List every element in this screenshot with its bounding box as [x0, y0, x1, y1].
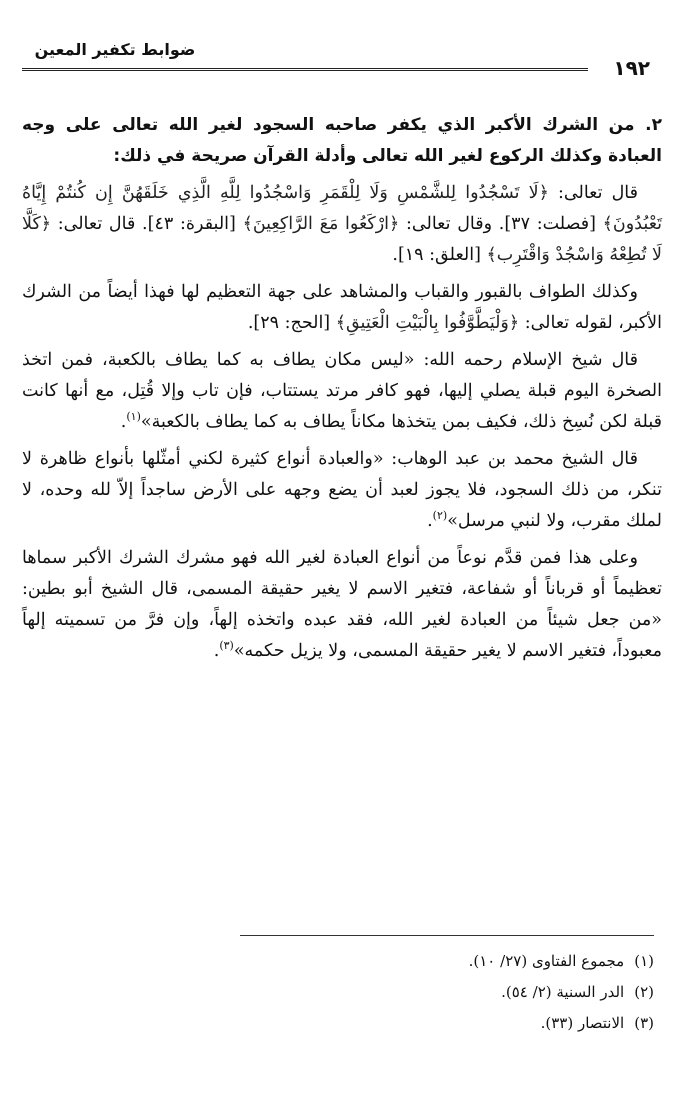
- main-text: [22, 110, 662, 673]
- footnote-number: (٣): [634, 1014, 654, 1032]
- footnote-marker-2: (٢): [432, 509, 448, 523]
- quote-text: قال شيخ الإسلام رحمه الله: «ليس مكان يطاف به كما يطاف بالكعبة، فمن اتخذ الصخرة اليوم قبلة يصلي إليها، فهو كافر مرتد يستتاب، فإن تاب وإلا قُتِل، مع أنها كانت قبلة لكن نُسِخ ذلك، فكيف بمن يتخذها مكاناً يطاف به كما يطاف بالكعبة»: [22, 350, 662, 432]
- page-number: ١٩٢: [613, 56, 650, 80]
- footnote-item: [22, 977, 654, 1008]
- reference-fussilat: [فصلت: ٣٧]. وقال تعالى:: [399, 214, 603, 234]
- paragraph-ibn-abdulwahhab: [22, 444, 662, 537]
- quran-verse-alaq: ﴿كَلَّا لَا تُطِعْهُ وَاسْجُدْ وَاقْتَرِب﴾: [22, 214, 662, 265]
- footnotes: [22, 946, 654, 1039]
- quran-verse-fussilat: ﴿لَا تَسْجُدُوا لِلشَّمْسِ وَلَا لِلْقَمَرِ وَاسْجُدُوا لِلَّهِ الَّذِي خَلَقَهُنَّ إِن كُنتُمْ إِيَّاهُ تَعْبُدُونَ﴾: [22, 183, 663, 234]
- paragraph-ibn-taymiyyah: [22, 345, 662, 438]
- tawaf-text: وكذلك الطواف بالقبور والقباب والمشاهد على جهة التعظيم لها فهذا أيضاً من الشرك الأكبر، لقوله تعالى:: [22, 282, 662, 333]
- item-2-heading: ٢. من الشرك الأكبر الذي يكفر صاحبه السجود لغير الله تعالى على وجه العبادة وكذلك الركوع لغير الله تعالى وأدلة القرآن صريحة في ذلك:: [22, 115, 662, 166]
- footnote-number: (٢): [634, 983, 654, 1001]
- sentence-end: .: [213, 641, 220, 661]
- footnote-number: (١): [634, 952, 654, 970]
- footnote-marker-3: (٣): [219, 639, 234, 653]
- footnote-text: الانتصار (٣٣).: [540, 1014, 625, 1032]
- reference-alaq: [العلق: ١٩].: [392, 245, 487, 265]
- quran-verse-hajj: ﴿وَلْيَطَّوَّفُوا بِالْبَيْتِ الْعَتِيقِ﴾: [335, 313, 520, 333]
- footnote-text: الدر السنية (٢/ ٥٤).: [501, 983, 625, 1001]
- footnote-item: [22, 946, 654, 977]
- lead-text: قال تعالى:: [548, 183, 639, 203]
- quote-text: قال الشيخ محمد بن عبد الوهاب: «والعبادة أنواع كثيرة لكني أمثّلها بأنواع ظاهرة لا تنكر، من ذلك السجود، فلا يجوز لعبد أن يضع وجهه على الأرض ساجداً إلاّ لله وحده، لا لملك مقرب، ولا لنبي مرسل»: [22, 449, 662, 531]
- footnote-marker-1: (١): [126, 410, 141, 424]
- reference-baqarah: [البقرة: ٤٣]. قال تعالى:: [51, 214, 243, 234]
- footnote-separator: [240, 935, 654, 936]
- footnote-text: مجموع الفتاوى (٢٧/ ١٠).: [468, 952, 625, 970]
- header-rule: [22, 68, 588, 71]
- sentence-end: .: [120, 412, 127, 432]
- paragraph-tawaf: [22, 277, 662, 339]
- sentence-end: .: [427, 511, 433, 531]
- quote-text: وعلى هذا فمن قدَّم نوعاً من أنواع العبادة لغير الله فهو مشرك الشرك الأكبر سماها تعظيماً أو قرباناً أو شفاعة، فتغير الاسم لا يغير حقيقة المسمى، قال الشيخ أبو بطين: «من جعل شيئاً من العبادة لغير الله، فقد عبده واتخذه إلهاً، وإن فرَّ من تسميته إلهاً معبوداً، فتغير الاسم لا يغير حقيقة المسمى، ولا يزيل حكمه»: [22, 548, 662, 661]
- running-header-title: ضوابط تكفير المعين: [34, 40, 196, 59]
- footnote-item: [22, 1008, 654, 1039]
- paragraph-quran-evidence: [22, 178, 662, 271]
- paragraph-abu-butain: [22, 543, 662, 667]
- reference-hajj: [الحج: ٢٩].: [247, 313, 336, 333]
- quran-verse-baqarah: ﴿ارْكَعُوا مَعَ الرَّاكِعِينَ﴾: [242, 214, 400, 234]
